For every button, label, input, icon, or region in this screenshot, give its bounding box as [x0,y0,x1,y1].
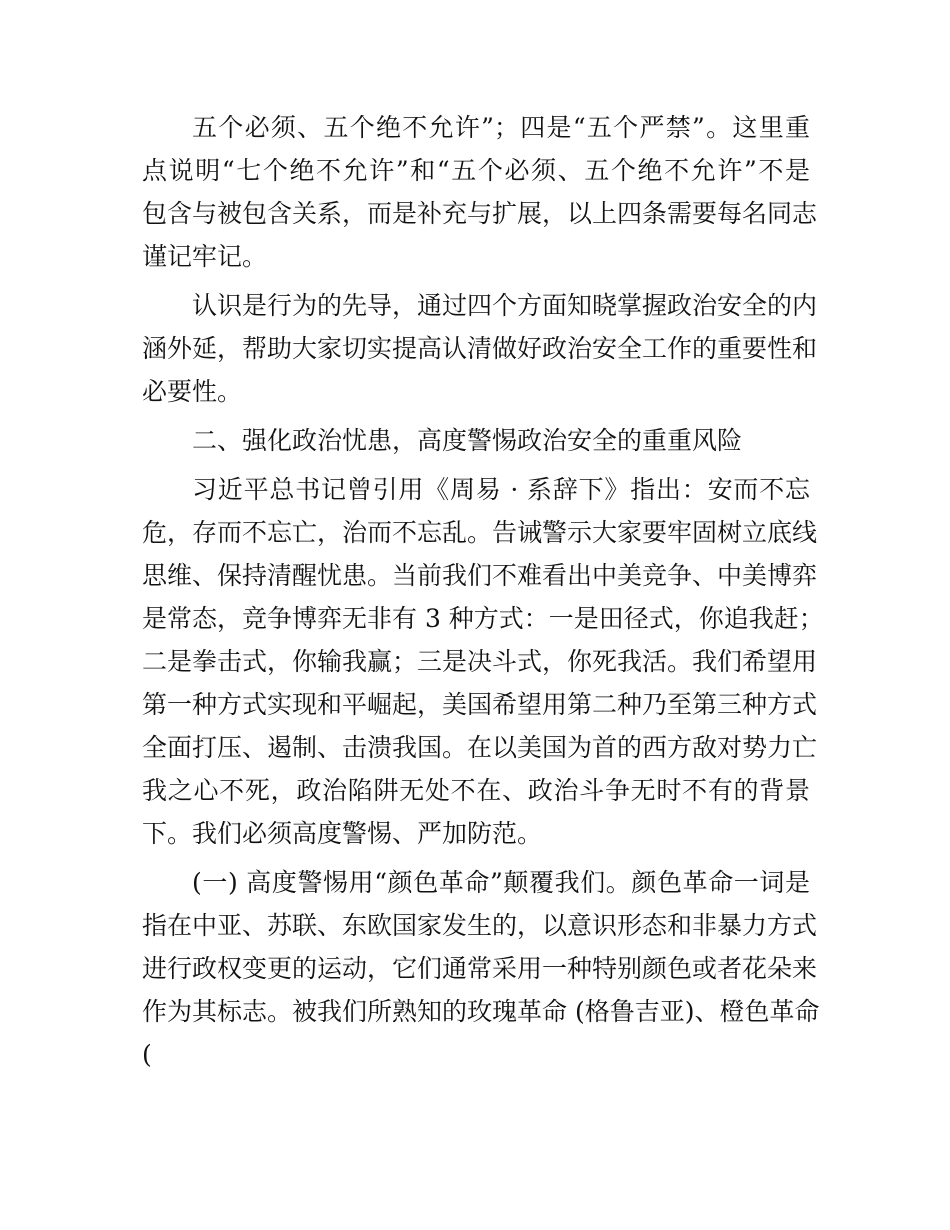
paragraph-cognition [142,284,818,413]
text-line: ( [142,1040,152,1069]
section-heading [142,419,810,462]
text-line: 包含与被包含关系，而是补充与扩展，以上四条需要每名同志 [142,199,818,228]
document-body [142,106,824,1076]
paragraph-continuation [142,106,818,278]
text-line: 是常态，竞争博弈无非有 3 种方式：一是田径式，你追我赶； [142,604,824,633]
text-line: 下。我们必须高度警惕、严加防范。 [142,819,543,848]
text-line: 五个必须、五个绝不允许”；四是“五个严禁”。这里重 [192,113,810,142]
text-line: 第一种方式实现和平崛起，美国希望用第二种乃至第三种方式 [142,690,818,719]
text-line: (一) 高度警惕用“颜色革命”颠覆我们。颜色革命一词是 [192,868,810,897]
heading-line: 二、强化政治忧患，高度警惕政治安全的重重风险 [192,426,743,455]
paragraph-color-revolution [142,861,820,1076]
text-line: 谨记牢记。 [142,242,268,271]
text-line: 点说明“七个绝不允许”和“五个必须、五个绝不允许”不是 [142,156,810,185]
text-line: 二是拳击式，你输我赢；三是决斗式，你死我活。我们希望用 [142,647,818,676]
text-line: 认识是行为的先导，通过四个方面知晓掌握政治安全的内 [192,291,818,320]
text-line: 习近平总书记曾引用《周易 · 系辞下》指出：安而不忘 [192,475,810,504]
paragraph-quote [142,468,824,855]
text-line: 全面打压、遏制、击溃我国。在以美国为首的西方敌对势力亡 [142,733,818,762]
text-line: 必要性。 [142,377,243,406]
text-line: 进行政权变更的运动，它们通常采用一种特别颜色或者花朵来 [142,954,818,983]
text-line: 作为其标志。被我们所熟知的玫瑰革命 (格鲁吉亚)、橙色革命 [142,997,820,1026]
text-line: 指在中亚、苏联、东欧国家发生的，以意识形态和非暴力方式 [142,911,818,940]
text-line: 思维、保持清醒忧患。当前我们不难看出中美竞争、中美博弈 [142,561,818,590]
text-line: 涵外延，帮助大家切实提高认清做好政治安全工作的重要性和 [142,334,818,363]
text-line: 危，存而不忘亡，治而不忘乱。告诫警示大家要牢固树立底线 [142,518,818,547]
text-line: 我之心不死，政治陷阱无处不在、政治斗争无时不有的背景 [142,776,810,805]
